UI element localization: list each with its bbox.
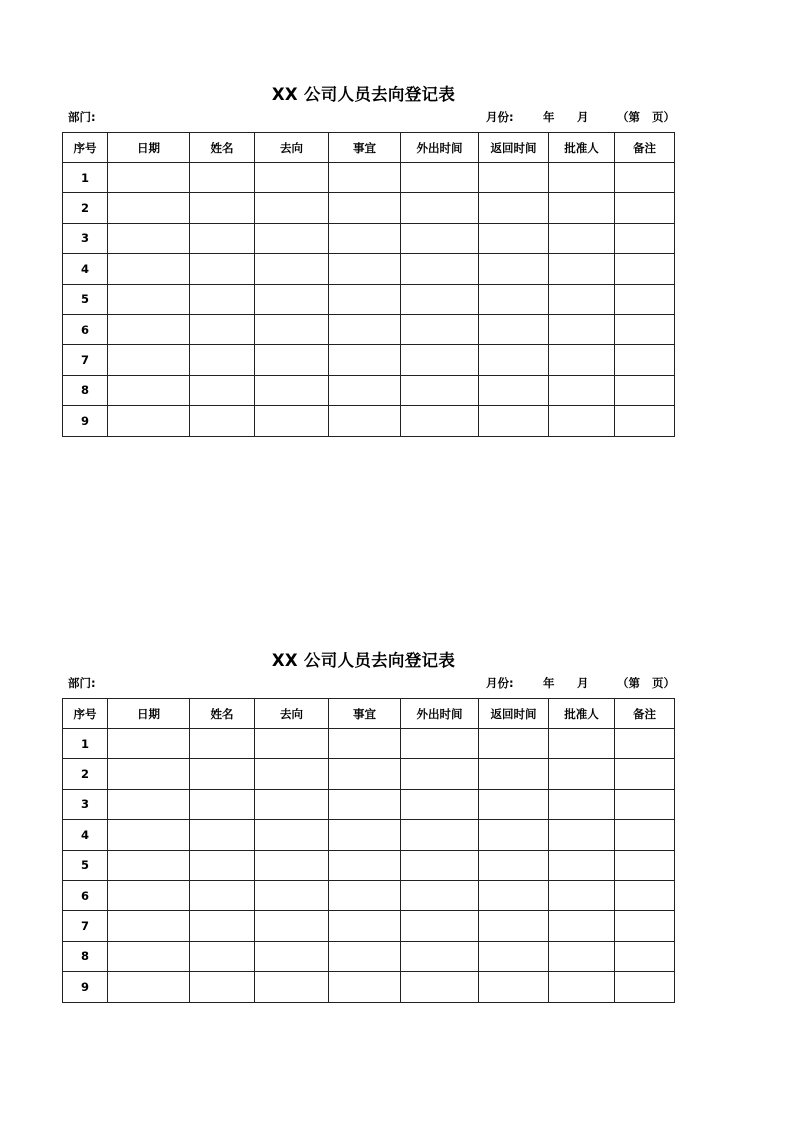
out-time-cell[interactable] <box>401 193 479 223</box>
remarks-cell[interactable] <box>615 880 675 910</box>
out-time-cell[interactable] <box>401 163 479 193</box>
date-cell[interactable] <box>108 284 190 314</box>
row-serial-number: 5 <box>63 284 108 314</box>
table-row <box>63 254 675 284</box>
table-header-row <box>63 133 675 163</box>
row-serial-number: 8 <box>63 941 108 971</box>
name-cell[interactable] <box>190 193 255 223</box>
destination-cell[interactable] <box>255 820 329 850</box>
name-cell[interactable] <box>190 880 255 910</box>
destination-cell[interactable] <box>255 911 329 941</box>
out-time-cell[interactable] <box>401 820 479 850</box>
row-serial-number: 2 <box>63 193 108 223</box>
table-row <box>63 223 675 253</box>
matter-cell[interactable] <box>329 314 401 344</box>
approver-cell[interactable] <box>549 193 615 223</box>
return-time-cell[interactable] <box>479 880 549 910</box>
department-label: 部门: <box>68 110 96 124</box>
remarks-cell[interactable] <box>615 850 675 880</box>
page-number-label: （第 页） <box>617 676 676 690</box>
out-time-cell[interactable] <box>401 314 479 344</box>
out-time-cell[interactable] <box>401 880 479 910</box>
header-destination: 去向 <box>255 699 329 729</box>
out-time-cell[interactable] <box>401 911 479 941</box>
destination-cell[interactable] <box>255 789 329 819</box>
form-title: XX 公司人员去向登记表 <box>271 85 456 104</box>
table-row <box>63 880 675 910</box>
approver-cell[interactable] <box>549 375 615 405</box>
approver-cell[interactable] <box>549 254 615 284</box>
header-name: 姓名 <box>190 133 255 163</box>
approver-cell[interactable] <box>549 345 615 375</box>
header-remarks: 备注 <box>615 133 675 163</box>
row-serial-number: 2 <box>63 759 108 789</box>
approver-cell[interactable] <box>549 163 615 193</box>
table-row <box>63 911 675 941</box>
remarks-cell[interactable] <box>615 911 675 941</box>
matter-cell[interactable] <box>329 223 401 253</box>
destination-cell[interactable] <box>255 284 329 314</box>
header-return-time: 返回时间 <box>479 133 549 163</box>
date-cell[interactable] <box>108 941 190 971</box>
table-row <box>63 820 675 850</box>
date-cell[interactable] <box>108 254 190 284</box>
approver-cell[interactable] <box>549 284 615 314</box>
out-time-cell[interactable] <box>401 375 479 405</box>
remarks-cell[interactable] <box>615 820 675 850</box>
row-serial-number: 6 <box>63 314 108 344</box>
return-time-cell[interactable] <box>479 820 549 850</box>
matter-cell[interactable] <box>329 789 401 819</box>
destination-cell[interactable] <box>255 163 329 193</box>
matter-cell[interactable] <box>329 163 401 193</box>
date-cell[interactable] <box>108 406 190 436</box>
remarks-cell[interactable] <box>615 759 675 789</box>
remarks-cell[interactable] <box>615 345 675 375</box>
matter-cell[interactable] <box>329 375 401 405</box>
table-row <box>63 284 675 314</box>
row-serial-number: 9 <box>63 406 108 436</box>
month-label: 月份: <box>486 676 514 690</box>
month-label: 月份: <box>486 110 514 124</box>
approver-cell[interactable] <box>549 941 615 971</box>
matter-cell[interactable] <box>329 406 401 436</box>
matter-cell[interactable] <box>329 911 401 941</box>
date-cell[interactable] <box>108 972 190 1002</box>
name-cell[interactable] <box>190 820 255 850</box>
matter-cell[interactable] <box>329 729 401 759</box>
row-serial-number: 8 <box>63 375 108 405</box>
return-time-cell[interactable] <box>479 729 549 759</box>
return-time-cell[interactable] <box>479 345 549 375</box>
page-number-label: （第 页） <box>617 110 676 124</box>
header-name: 姓名 <box>190 699 255 729</box>
name-cell[interactable] <box>190 789 255 819</box>
matter-cell[interactable] <box>329 880 401 910</box>
header-matter: 事宜 <box>329 699 401 729</box>
row-serial-number: 1 <box>63 163 108 193</box>
destination-cell[interactable] <box>255 759 329 789</box>
row-serial-number: 4 <box>63 820 108 850</box>
month-unit-label: 月 <box>577 676 589 690</box>
table-row <box>63 789 675 819</box>
table-row <box>63 193 675 223</box>
name-cell[interactable] <box>190 284 255 314</box>
remarks-cell[interactable] <box>615 314 675 344</box>
matter-cell[interactable] <box>329 941 401 971</box>
matter-cell[interactable] <box>329 345 401 375</box>
table-row <box>63 345 675 375</box>
name-cell[interactable] <box>190 223 255 253</box>
approver-cell[interactable] <box>549 972 615 1002</box>
destination-cell[interactable] <box>255 729 329 759</box>
date-cell[interactable] <box>108 789 190 819</box>
remarks-cell[interactable] <box>615 729 675 759</box>
destination-cell[interactable] <box>255 850 329 880</box>
name-cell[interactable] <box>190 941 255 971</box>
row-serial-number: 4 <box>63 254 108 284</box>
remarks-cell[interactable] <box>615 406 675 436</box>
row-serial-number: 1 <box>63 729 108 759</box>
destination-cell[interactable] <box>255 223 329 253</box>
row-serial-number: 7 <box>63 911 108 941</box>
out-time-cell[interactable] <box>401 759 479 789</box>
remarks-cell[interactable] <box>615 972 675 1002</box>
table-row <box>63 972 675 1002</box>
out-time-cell[interactable] <box>401 345 479 375</box>
table-row <box>63 375 675 405</box>
return-time-cell[interactable] <box>479 759 549 789</box>
date-cell[interactable] <box>108 163 190 193</box>
header-serial: 序号 <box>63 133 108 163</box>
remarks-cell[interactable] <box>615 163 675 193</box>
name-cell[interactable] <box>190 163 255 193</box>
date-cell[interactable] <box>108 911 190 941</box>
header-date: 日期 <box>108 133 190 163</box>
date-cell[interactable] <box>108 759 190 789</box>
date-cell[interactable] <box>108 729 190 759</box>
out-time-cell[interactable] <box>401 941 479 971</box>
return-time-cell[interactable] <box>479 163 549 193</box>
remarks-cell[interactable] <box>615 193 675 223</box>
out-time-cell[interactable] <box>401 406 479 436</box>
matter-cell[interactable] <box>329 972 401 1002</box>
header-serial: 序号 <box>63 699 108 729</box>
table-row <box>63 314 675 344</box>
name-cell[interactable] <box>190 314 255 344</box>
approver-cell[interactable] <box>549 223 615 253</box>
return-time-cell[interactable] <box>479 223 549 253</box>
destination-cell[interactable] <box>255 314 329 344</box>
register-table <box>62 132 675 437</box>
header-matter: 事宜 <box>329 133 401 163</box>
matter-cell[interactable] <box>329 820 401 850</box>
return-time-cell[interactable] <box>479 972 549 1002</box>
return-time-cell[interactable] <box>479 941 549 971</box>
return-time-cell[interactable] <box>479 375 549 405</box>
table-row <box>63 406 675 436</box>
table-row <box>63 759 675 789</box>
out-time-cell[interactable] <box>401 972 479 1002</box>
matter-cell[interactable] <box>329 254 401 284</box>
form-meta-row <box>62 675 676 691</box>
name-cell[interactable] <box>190 729 255 759</box>
approver-cell[interactable] <box>549 759 615 789</box>
out-time-cell[interactable] <box>401 789 479 819</box>
table-body <box>63 729 675 1003</box>
name-cell[interactable] <box>190 972 255 1002</box>
approver-cell[interactable] <box>549 820 615 850</box>
header-date: 日期 <box>108 699 190 729</box>
form-meta-row <box>62 109 676 125</box>
table-row <box>63 163 675 193</box>
destination-cell[interactable] <box>255 345 329 375</box>
name-cell[interactable] <box>190 406 255 436</box>
header-approver: 批准人 <box>549 699 615 729</box>
destination-cell[interactable] <box>255 941 329 971</box>
table-row <box>63 941 675 971</box>
table-body <box>63 163 675 437</box>
approver-cell[interactable] <box>549 911 615 941</box>
header-return-time: 返回时间 <box>479 699 549 729</box>
destination-cell[interactable] <box>255 254 329 284</box>
date-cell[interactable] <box>108 193 190 223</box>
name-cell[interactable] <box>190 850 255 880</box>
year-label: 年 <box>543 676 555 690</box>
name-cell[interactable] <box>190 759 255 789</box>
destination-cell[interactable] <box>255 406 329 436</box>
header-approver: 批准人 <box>549 133 615 163</box>
date-cell[interactable] <box>108 314 190 344</box>
approver-cell[interactable] <box>549 314 615 344</box>
return-time-cell[interactable] <box>479 254 549 284</box>
return-time-cell[interactable] <box>479 284 549 314</box>
form-title: XX 公司人员去向登记表 <box>271 651 456 670</box>
approver-cell[interactable] <box>549 789 615 819</box>
return-time-cell[interactable] <box>479 193 549 223</box>
matter-cell[interactable] <box>329 193 401 223</box>
name-cell[interactable] <box>190 375 255 405</box>
name-cell[interactable] <box>190 254 255 284</box>
row-serial-number: 6 <box>63 880 108 910</box>
return-time-cell[interactable] <box>479 911 549 941</box>
year-label: 年 <box>543 110 555 124</box>
row-serial-number: 9 <box>63 972 108 1002</box>
row-serial-number: 3 <box>63 789 108 819</box>
destination-cell[interactable] <box>255 880 329 910</box>
return-time-cell[interactable] <box>479 789 549 819</box>
out-time-cell[interactable] <box>401 223 479 253</box>
row-serial-number: 5 <box>63 850 108 880</box>
row-serial-number: 7 <box>63 345 108 375</box>
return-time-cell[interactable] <box>479 406 549 436</box>
destination-cell[interactable] <box>255 193 329 223</box>
remarks-cell[interactable] <box>615 284 675 314</box>
table-header-row <box>63 699 675 729</box>
approver-cell[interactable] <box>549 729 615 759</box>
date-cell[interactable] <box>108 223 190 253</box>
remarks-cell[interactable] <box>615 941 675 971</box>
date-cell[interactable] <box>108 345 190 375</box>
month-unit-label: 月 <box>577 110 589 124</box>
date-cell[interactable] <box>108 880 190 910</box>
table-row <box>63 729 675 759</box>
header-remarks: 备注 <box>615 699 675 729</box>
destination-cell[interactable] <box>255 972 329 1002</box>
row-serial-number: 3 <box>63 223 108 253</box>
date-cell[interactable] <box>108 820 190 850</box>
name-cell[interactable] <box>190 345 255 375</box>
out-time-cell[interactable] <box>401 254 479 284</box>
approver-cell[interactable] <box>549 880 615 910</box>
header-destination: 去向 <box>255 133 329 163</box>
approver-cell[interactable] <box>549 850 615 880</box>
table-row <box>63 850 675 880</box>
matter-cell[interactable] <box>329 284 401 314</box>
register-table <box>62 698 675 1003</box>
header-out-time: 外出时间 <box>401 699 479 729</box>
matter-cell[interactable] <box>329 850 401 880</box>
return-time-cell[interactable] <box>479 850 549 880</box>
out-time-cell[interactable] <box>401 729 479 759</box>
destination-cell[interactable] <box>255 375 329 405</box>
department-label: 部门: <box>68 676 96 690</box>
out-time-cell[interactable] <box>401 284 479 314</box>
remarks-cell[interactable] <box>615 789 675 819</box>
approver-cell[interactable] <box>549 406 615 436</box>
date-cell[interactable] <box>108 850 190 880</box>
name-cell[interactable] <box>190 911 255 941</box>
remarks-cell[interactable] <box>615 254 675 284</box>
remarks-cell[interactable] <box>615 375 675 405</box>
return-time-cell[interactable] <box>479 314 549 344</box>
date-cell[interactable] <box>108 375 190 405</box>
matter-cell[interactable] <box>329 759 401 789</box>
remarks-cell[interactable] <box>615 223 675 253</box>
out-time-cell[interactable] <box>401 850 479 880</box>
header-out-time: 外出时间 <box>401 133 479 163</box>
